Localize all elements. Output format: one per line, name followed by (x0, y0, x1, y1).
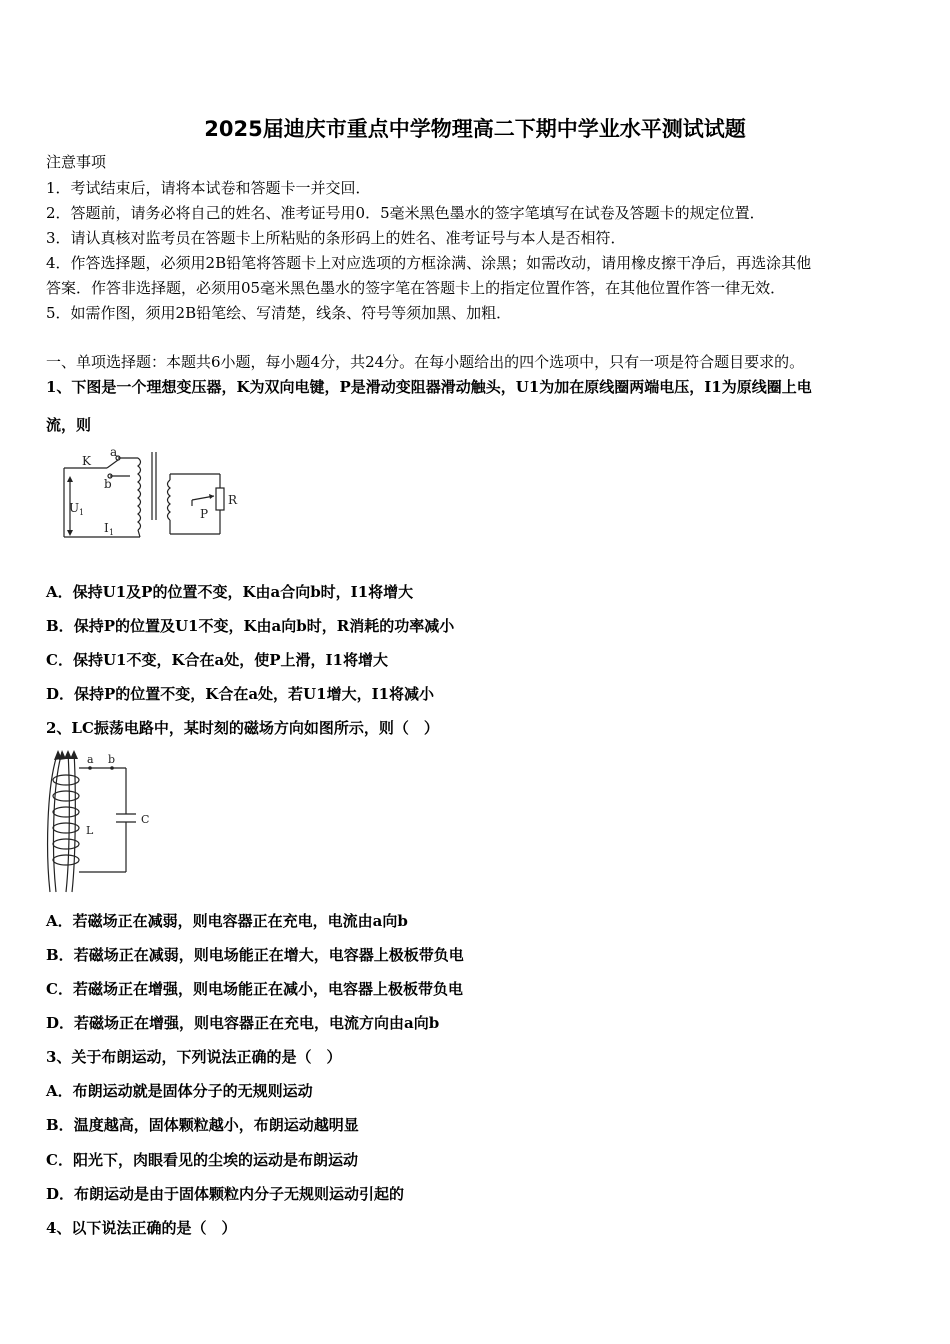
label-b: b (108, 753, 116, 766)
notice-heading: 注意事项 (46, 153, 107, 171)
q1-option-d: D．保持P的位置不变，K合在a处，若U1增大，I1将减小 (46, 685, 435, 703)
q2-stem: 2、LC振荡电路中，某时刻的磁场方向如图所示，则（ ） (46, 719, 439, 737)
q3-option-c: C．阳光下，肉眼看见的尘埃的运动是布朗运动 (46, 1151, 358, 1169)
label-c: C (141, 813, 150, 826)
q3-option-a: A．布朗运动就是固体分子的无规则运动 (46, 1082, 313, 1100)
label-p: P (200, 507, 209, 521)
q1-option-a: A．保持U1及P的位置不变，K由a合向b时，I1将增大 (46, 583, 414, 601)
q3-option-b: B．温度越高，固体颗粒越小，布朗运动越明显 (46, 1116, 359, 1134)
q2-option-a: A．若磁场正在减弱，则电容器正在充电，电流由a向b (46, 912, 408, 930)
label-u1: U (69, 501, 80, 515)
q1-stem-cont: 流，则 (46, 416, 92, 434)
label-k: K (82, 454, 91, 468)
q1-option-b: B．保持P的位置及U1不变，K由a向b时，R消耗的功率减小 (46, 617, 455, 635)
label-a: a (110, 446, 118, 459)
q2-option-d: D．若磁场正在增强，则电容器正在充电，电流方向由a向b (46, 1014, 440, 1032)
label-l: L (86, 824, 94, 837)
notice-item: 答案．作答非选择题，必须用05毫米黑色墨水的签字笔在答题卡上的指定位置作答，在其他位置作答一律无效． (46, 279, 786, 297)
label-i1-sub: 1 (109, 528, 115, 537)
q3-stem: 3、关于布朗运动，下列说法正确的是（ ） (46, 1048, 342, 1066)
label-u1-sub: 1 (79, 508, 85, 517)
q1-stem: 1、下图是一个理想变压器，K为双向电键，P是滑动变阻器滑动触头，U1为加在原线圈两端电压，I1为原线圈上电 (46, 378, 812, 396)
q1-option-c: C．保持U1不变，K合在a处，使P上滑，I1将增大 (46, 651, 388, 669)
label-i1: I (104, 521, 109, 535)
notice-item: 1．考试结束后，请将本试卷和答题卡一并交回． (46, 179, 371, 197)
notice-item: 5．如需作图，须用2B铅笔绘、写清楚，线条、符号等须加黑、加粗． (46, 304, 512, 322)
label-b: b (104, 477, 112, 491)
page-title: 2025届迪庆市重点中学物理高二下期中学业水平测试试题 (204, 117, 746, 141)
notice-item: 2．答题前，请务必将自己的姓名、准考证号用0．5毫米黑色墨水的签字笔填写在试卷及答题卡的规定位置． (46, 204, 765, 222)
q2-lc-circuit-figure (40, 746, 160, 896)
label-a: a (87, 753, 94, 766)
section-heading: 一、单项选择题：本题共6小题，每小题4分，共24分。在每小题给出的四个选项中，只有一项是符合题目要求的。 (46, 353, 805, 371)
q1-transformer-figure (52, 446, 252, 542)
notice-item: 4．作答选择题，必须用2B铅笔将答题卡上对应选项的方框涂满、涂黑；如需改动，请用橡皮擦干净后，再选涂其他 (46, 254, 812, 272)
q2-option-b: B．若磁场正在减弱，则电场能正在增大，电容器上极板带负电 (46, 946, 464, 964)
q4-stem: 4、以下说法正确的是（ ） (46, 1219, 237, 1237)
q3-option-d: D．布朗运动是由于固体颗粒内分子无规则运动引起的 (46, 1185, 405, 1203)
label-r: R (228, 493, 238, 507)
notice-item: 3．请认真核对监考员在答题卡上所粘贴的条形码上的姓名、准考证号与本人是否相符． (46, 229, 626, 247)
q2-option-c: C．若磁场正在增强，则电场能正在减小，电容器上极板带负电 (46, 980, 463, 998)
